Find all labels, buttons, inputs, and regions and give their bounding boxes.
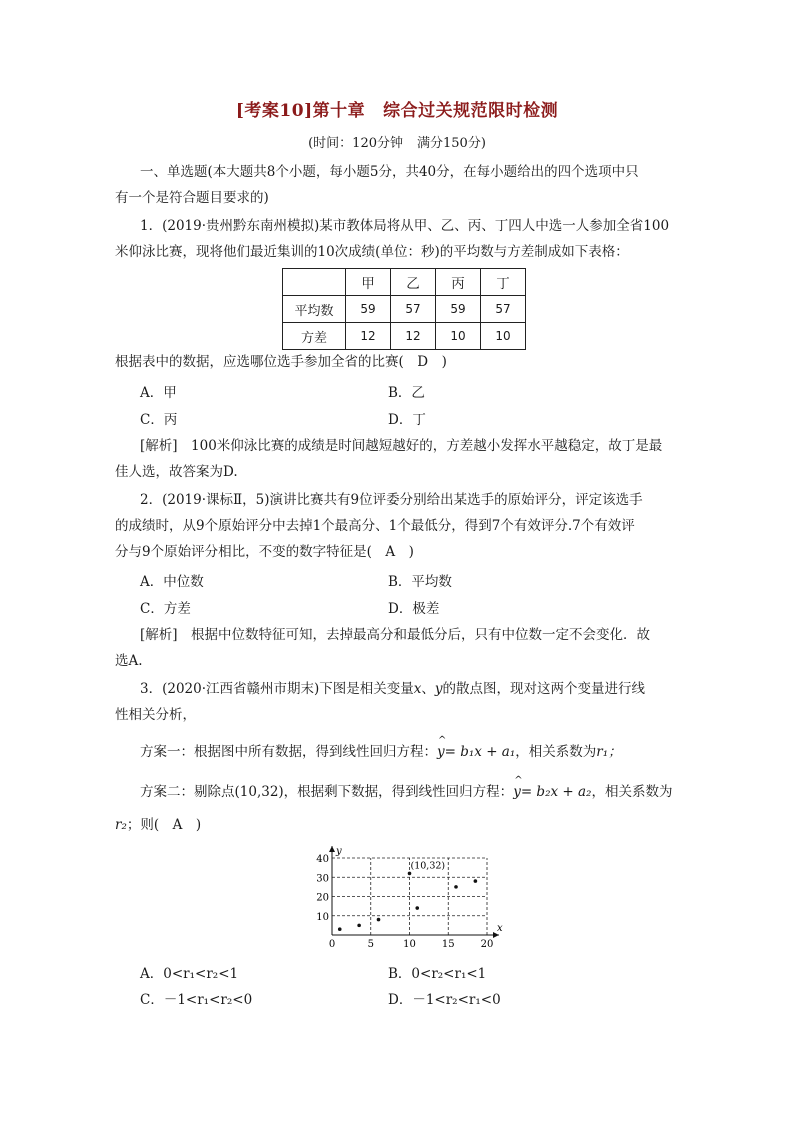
scatter-plot (312, 845, 512, 955)
q3-option-d: D．－1<r₂<r₁<0 (388, 992, 501, 1008)
table-header-cell: 甲 (346, 269, 391, 296)
q1-question: 根据表中的数据，应选哪位选手参加全省的比赛( D ) (115, 354, 447, 370)
q1-stem-line1: 1．(2019·贵州黔东南州模拟)某市教体局将从甲、乙、丙、丁四人中选一人参加全省100 (140, 218, 670, 234)
y-axis-label: y (336, 846, 342, 857)
plan1-head: 方案一：根据图中所有数据，得到线性回归方程： (140, 744, 437, 760)
exam-info (0, 132, 794, 151)
table-row (283, 296, 526, 323)
q2-option-a: A．中位数 (140, 574, 204, 590)
table-row-label: 方差 (283, 323, 346, 350)
data-point (357, 924, 361, 928)
table-corner-cell (283, 269, 346, 296)
q2-option-d: D．极差 (388, 601, 440, 617)
table-cell: 57 (391, 296, 436, 323)
q3-stem-tail: 的散点图，现对这两个变量进行线 (442, 681, 646, 697)
data-point (377, 918, 381, 922)
table-cell: 12 (346, 323, 391, 350)
q1-analysis-line2: 佳人选，故答案为D. (115, 464, 238, 480)
q2-analysis-line2: 选A. (115, 653, 143, 669)
table-header-cell: 乙 (391, 269, 436, 296)
table-cell: 59 (436, 296, 481, 323)
table-row-label: 平均数 (283, 296, 346, 323)
q3-plan2-cont (115, 815, 685, 835)
q3-answer: ；则( A ) (126, 817, 202, 833)
y-tick-label: 10 (316, 911, 329, 923)
q2-option-b: B．平均数 (388, 574, 452, 590)
table-cell: 10 (436, 323, 481, 350)
time-limit: (时间：120分钟 (308, 136, 403, 151)
q3-plan1 (140, 742, 685, 762)
plan1-y-hat: ^ y (437, 742, 445, 762)
q3-stem-line1 (140, 679, 685, 699)
q3-x-var: x (413, 681, 422, 697)
table-cell: 59 (346, 296, 391, 323)
title-part1: [考案10]第十章 (235, 101, 366, 121)
table-cell: 12 (391, 323, 436, 350)
y-tick-label: 20 (316, 892, 329, 904)
q2-stem-line1: 2．(2019·课标Ⅱ，5)演讲比赛共有9位评委分别给出某选手的原始评分，评定该选手 (140, 492, 643, 508)
y-tick-label: 30 (316, 873, 329, 885)
point-annotation: (10,32) (410, 860, 446, 872)
q2-stem-line2: 的成绩时，从9个原始评分中去掉1个最高分、1个最低分，得到7个有效评分.7个有效评 (115, 518, 635, 534)
table-row (283, 323, 526, 350)
table-cell: 57 (481, 296, 526, 323)
plan2-equation: = b₂x + a₂ (520, 784, 592, 800)
y-axis-arrow (329, 846, 335, 852)
q1-analysis-line1: [解析] 100米仰泳比赛的成绩是时间越短越好的，方差越小发挥水平越稳定，故丁是最 (140, 438, 663, 454)
plan2-head: 方案二：剔除点(10,32)，根据剩下数据，得到线性回归方程： (140, 784, 514, 800)
q3-plan2 (140, 782, 685, 802)
q2-analysis-line1: [解析] 根据中位数特征可知，去掉最高分和最低分后，只有中位数一定不会变化．故 (140, 627, 651, 643)
x-axis-label: x (497, 923, 503, 934)
data-point (338, 927, 342, 931)
data-point (474, 879, 478, 883)
q3-y-var: y (434, 681, 443, 697)
data-point (408, 872, 412, 876)
data-point (415, 906, 419, 910)
title-part2: 综合过关规范限时检测 (383, 101, 559, 121)
section-heading: 一、单选题(本大题共8个小题，每小题5分，共40分，在每小题给出的四个选项中只 (140, 164, 639, 180)
q1-stats-table (282, 268, 526, 350)
y-tick-label: 40 (316, 854, 329, 865)
q1-option-c: C．丙 (140, 412, 178, 428)
q1-option-d: D．丁 (388, 412, 426, 428)
table-header-row (283, 269, 526, 296)
q1-option-a: A．甲 (140, 385, 177, 401)
page-title (0, 96, 794, 121)
q3-option-c: C．－1<r₁<r₂<0 (140, 992, 253, 1008)
x-tick-label: 20 (480, 939, 494, 950)
x-tick-label: 10 (403, 939, 416, 950)
full-score: 满分150分) (417, 136, 486, 151)
x-tick-label: 15 (441, 939, 455, 950)
x-tick-label: 0 (328, 939, 336, 950)
q3-stem-line2: 性相关分析， (115, 707, 196, 723)
table-cell: 10 (481, 323, 526, 350)
q3-sep: 、 (421, 681, 435, 697)
section-heading-cont: 有一个是符合题目要求的) (115, 190, 269, 206)
plan2-r2: r₂ (115, 817, 127, 833)
plan1-r1: r₁； (596, 744, 622, 760)
q1-stem-line2: 米仰泳比赛，现将他们最近集训的10次成绩(单位：秒)的平均数与方差制成如下表格： (115, 244, 629, 260)
table-header-cell: 丙 (436, 269, 481, 296)
plan1-equation: = b₁x + a₁ (444, 744, 516, 760)
q3-stem-head: 3．(2020·江西省赣州市期末)下图是相关变量 (140, 681, 414, 697)
plan1-tail: ，相关系数为 (515, 744, 597, 760)
data-point (454, 885, 458, 889)
plan2-y-hat: ^ y (513, 782, 521, 802)
table-header-cell: 丁 (481, 269, 526, 296)
plan2-tail: ，相关系数为 (591, 784, 673, 800)
q2-option-c: C．方差 (140, 601, 191, 617)
x-tick-label: 5 (367, 939, 374, 950)
q3-option-a: A．0<r₁<r₂<1 (140, 966, 239, 982)
q1-option-b: B．乙 (388, 385, 425, 401)
q3-option-b: B．0<r₂<r₁<1 (388, 966, 487, 982)
q2-stem-line3: 分与9个原始评分相比，不变的数字特征是( A ) (115, 544, 414, 560)
